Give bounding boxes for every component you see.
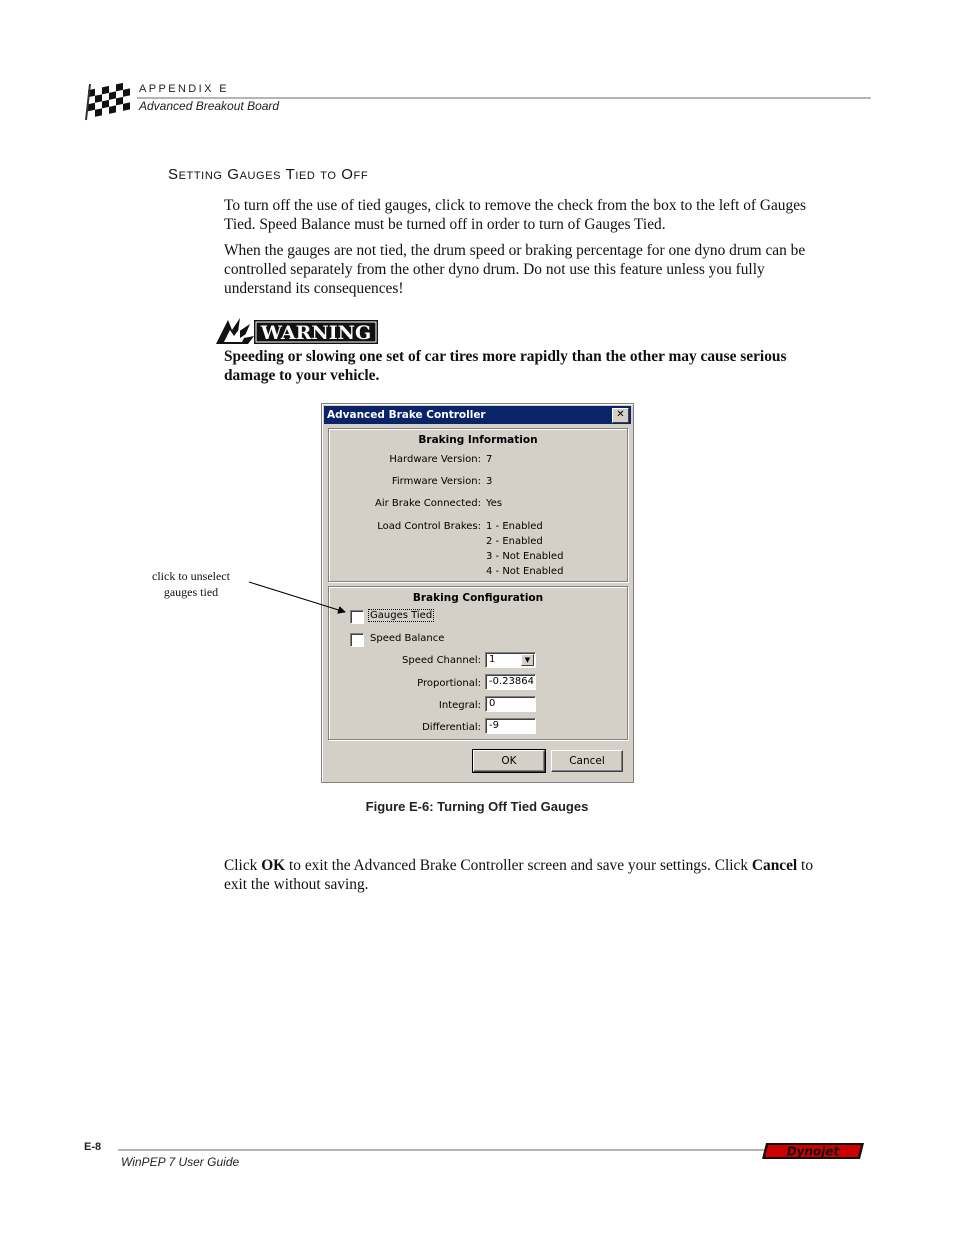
warning-burst-icon [216, 318, 254, 344]
speed-channel-value: 1 [489, 654, 496, 665]
brand-logo [760, 1141, 866, 1161]
gauges-tied-checkbox[interactable] [350, 610, 364, 624]
warning-banner [214, 316, 380, 346]
braking-information-group [328, 428, 628, 582]
braking-configuration-group [328, 586, 628, 740]
integral-label: Integral: [438, 700, 481, 711]
load-control-value-1: 1 - Enabled [486, 521, 543, 532]
integral-input[interactable]: 0 [485, 696, 536, 712]
chevron-down-icon[interactable]: ▼ [521, 654, 534, 666]
dialog-title: Advanced Brake Controller [327, 409, 486, 421]
proportional-label: Proportional: [417, 678, 481, 689]
air-brake-value: Yes [486, 498, 503, 509]
firmware-version-value: 3 [486, 476, 493, 487]
checkered-flag-icon [80, 76, 136, 122]
paragraph-2: When the gauges are not tied, the drum speed or braking percentage for one dyno drum can be controlled separately from the other dyno drum. Do not use this feature unless you fully understand its consequences! [224, 242, 806, 297]
air-brake-label: Air Brake Connected: [375, 498, 481, 509]
warning-label: WARNING [260, 322, 372, 344]
brand-name: Dynojet [786, 1144, 840, 1159]
firmware-version-label: Firmware Version: [391, 476, 481, 487]
braking-configuration-title: Braking Configuration [412, 592, 544, 604]
load-control-value-3: 3 - Not Enabled [486, 551, 564, 562]
advanced-brake-controller-dialog [321, 403, 634, 783]
warning-text: Speeding or slowing one set of car tires more rapidly than the other may cause serious damage to your vehicle. [224, 348, 787, 384]
speed-channel-label: Speed Channel: [402, 655, 481, 666]
section-title: Setting Gauges Tied to Off [168, 166, 369, 183]
appendix-label: APPENDIX E [139, 83, 230, 95]
gauges-tied-label[interactable]: Gauges Tied [370, 610, 433, 621]
speed-balance-checkbox[interactable] [350, 633, 364, 647]
load-control-value-4: 4 - Not Enabled [486, 566, 564, 577]
differential-input[interactable]: -9 [485, 718, 536, 734]
differential-label: Differential: [422, 722, 481, 733]
figure-caption: Figure E-6: Turning Off Tied Gauges [365, 799, 589, 814]
dialog-titlebar [324, 406, 631, 424]
page-number: E-8 [84, 1141, 102, 1153]
callout-text [132, 568, 250, 600]
callout-line-1: click to unselect [152, 569, 230, 583]
load-control-value-2: 2 - Enabled [486, 536, 543, 547]
hardware-version-value: 7 [486, 454, 493, 465]
appendix-subtitle: Advanced Breakout Board [139, 99, 280, 113]
guide-title: WinPEP 7 User Guide [121, 1155, 240, 1169]
paragraph-1: To turn off the use of tied gauges, click to remove the check from the box to the left of Gauges Tied. Speed Balance must be turned off in order to turn of Gauges Tied. [224, 197, 807, 233]
speed-channel-select[interactable] [485, 652, 536, 668]
proportional-input[interactable]: -0.23864 [485, 674, 536, 690]
braking-information-title: Braking Information [418, 434, 538, 446]
cancel-button[interactable]: Cancel [551, 750, 623, 772]
callout-line-2: gauges tied [163, 585, 219, 599]
speed-balance-label[interactable]: Speed Balance [370, 633, 445, 644]
close-icon[interactable]: ✕ [612, 408, 629, 423]
load-control-label: Load Control Brakes: [377, 521, 481, 532]
paragraph-3: Click OK to exit the Advanced Brake Controller screen and save your settings. Click Cancel to exit the without saving. [224, 857, 814, 893]
footer-rule [118, 1149, 768, 1151]
hardware-version-label: Hardware Version: [389, 454, 481, 465]
ok-button[interactable]: OK [473, 750, 545, 772]
